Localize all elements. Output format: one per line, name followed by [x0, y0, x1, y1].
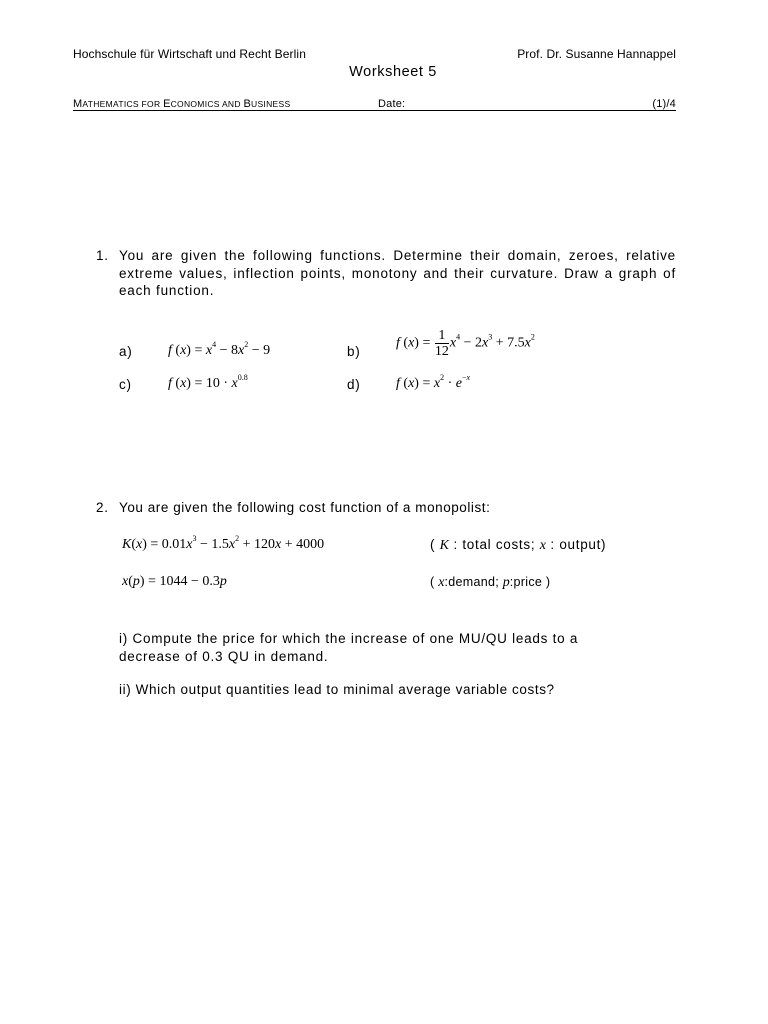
function-b: f (x) = $\frac{1}{12}$ $x^4 - 2x^3 + 7.5x^2$ [396, 328, 535, 359]
task1-label-c: c) [119, 377, 132, 392]
institution-name: Hochschule für Wirtschaft und Recht Berlin [73, 47, 306, 61]
function-c: f $(x) = 10 \cdot x^{0.8}$ [168, 373, 248, 391]
page-number: (1)/4 [652, 98, 676, 110]
task2-question-i: i) Compute the price for which the increase of one MU/QU leads to a decrease of 0.3 QU in demand. [119, 631, 579, 664]
date-label: Date: [378, 98, 406, 110]
task1-text: You are given the following functions. Determine their domain, zeroes, relative extreme values, inflection points, monotony and their curvature. Draw a graph of each function. [119, 248, 676, 298]
function-d: f $(x) = x^2 \cdot e^{-x}$ [396, 373, 471, 391]
task2-number: 2. [96, 500, 109, 515]
task2-question-ii: ii) Which output quantities lead to minimal average variable costs? [119, 682, 555, 697]
cost-function-note: ( K : total costs; x : output) [430, 537, 607, 553]
task1-label-d: d) [347, 377, 361, 392]
demand-function: x(p) = 1044 − 0.3p [122, 574, 227, 589]
cost-function: $K(x) = 0.01x^3 - 1.5x^2 + 120x + 4000$ [122, 534, 325, 552]
task2-intro: You are given the following cost function of a monopolist: [119, 500, 491, 515]
task1-number: 1. [96, 248, 109, 263]
header-rule [73, 110, 676, 111]
worksheet-title: Worksheet 5 [349, 64, 437, 80]
task1-label-a: a) [119, 344, 133, 359]
author-name: Prof. Dr. Susanne Hannappel [517, 47, 676, 61]
demand-function-note: ( x:demand; p:price ) [430, 575, 551, 590]
task1-label-b: b) [347, 344, 361, 359]
course-title: MATHEMATICS FOR ECONOMICS AND BUSINESS [73, 98, 291, 110]
function-a: f $(x) = x^4 - 8x^2 - 9$ [168, 340, 271, 358]
